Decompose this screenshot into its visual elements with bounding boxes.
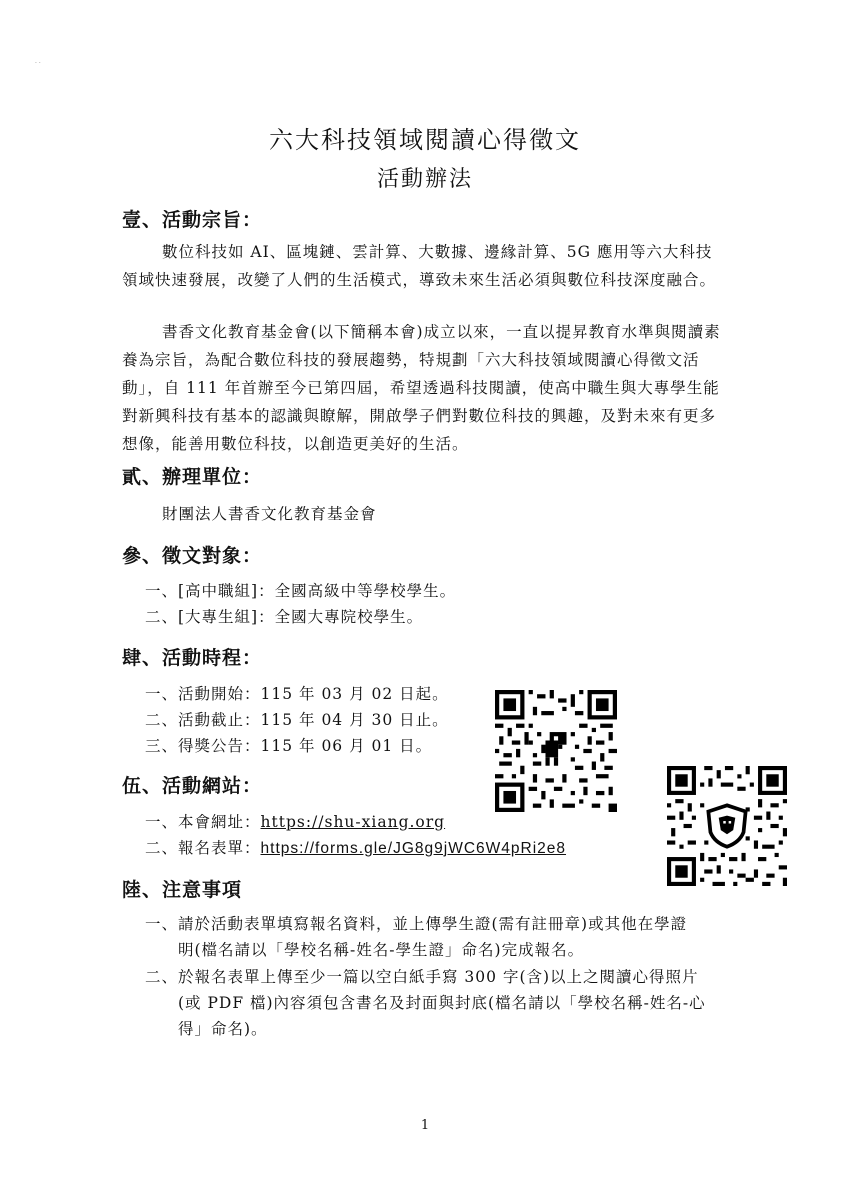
notice-2-line-1: 二、於報名表單上傳至少一篇以空白紙手寫 300 字(含)以上之閱讀心得照片 xyxy=(145,968,699,986)
scan-speck: · · xyxy=(35,60,41,67)
qr-code-website-graphic xyxy=(495,690,617,812)
organizer-name: 財團法人書香文化教育基金會 xyxy=(162,505,377,523)
website-label: 一、本會網址： xyxy=(145,813,261,831)
schedule-start: 一、活動開始：115 年 03 月 02 日起。 xyxy=(145,685,449,703)
section-4-heading: 肆、活動時程： xyxy=(122,647,263,669)
section-3-heading: 參、徵文對象： xyxy=(122,545,263,567)
document-title: 六大科技領域閱讀心得徵文 xyxy=(269,126,581,154)
page-number: 1 xyxy=(420,1118,430,1133)
qr-code-website[interactable] xyxy=(495,690,617,812)
target-item-high-school: 一、[高中職組]：全國高級中等學校學生。 xyxy=(145,582,457,600)
section-6-heading: 陸、注意事項 xyxy=(122,879,243,901)
notice-2-line-3: 得」命名)。 xyxy=(178,1020,268,1038)
form-link[interactable]: https://forms.gle/JG8g9jWC6W4pRi2e8 xyxy=(260,840,567,857)
lion-shield-icon xyxy=(708,805,745,846)
qr-code-form-graphic xyxy=(667,766,787,886)
dinosaur-icon xyxy=(541,732,566,766)
form-line xyxy=(145,836,566,858)
document-subtitle: 活動辦法 xyxy=(376,167,473,192)
target-item-college: 二、[大專生組]：全國大專院校學生。 xyxy=(145,608,424,626)
qr-code-form[interactable] xyxy=(667,766,787,886)
section-1-heading: 壹、活動宗旨： xyxy=(122,209,263,231)
schedule-announce: 三、得獎公告：115 年 06 月 01 日。 xyxy=(145,737,433,755)
notice-2-line-2: (或 PDF 檔)內容須包含書名及封面與封底(檔名請以「學校名稱-姓名-心 xyxy=(178,994,706,1012)
website-line xyxy=(145,810,445,832)
schedule-end: 二、活動截止：115 年 04 月 30 日止。 xyxy=(145,711,449,729)
section-5-heading: 伍、活動網站： xyxy=(122,775,263,797)
notice-1-line-2: 明(檔名請以「學校名稱-姓名-學生證」命名)完成報名。 xyxy=(178,941,585,959)
section-1-paragraph-2: 書香文化教育基金會(以下簡稱本會)成立以來，一直以提昇教育水準與閱讀素養為宗旨，為配合數位科技的發展趨勢，特規劃「六大科技領域閱讀心得徵文活動」，自 111 年首辦至今已第四屆，希望透過科技閱讀，使高中職生與大專學生能對新興科技有基本的認識與瞭解，開啟學子們對數位科技的興趣，及對未來有更多想像，能善用數位科技，以創造更美好的生活。 xyxy=(122,323,721,453)
website-link[interactable]: https://shu-xiang.org xyxy=(260,813,446,831)
section-2-heading: 貳、辦理單位： xyxy=(122,466,263,488)
section-1-paragraph-1: 數位科技如 AI、區塊鏈、雲計算、大數據、邊緣計算、5G 應用等六大科技領域快速發展，改變了人們的生活模式，導致未來生活必須與數位科技深度融合。 xyxy=(122,243,717,289)
notice-1-line-1: 一、請於活動表單填寫報名資料，並上傳學生證(需有註冊章)或其他在學證 xyxy=(145,915,688,933)
form-label: 二、報名表單： xyxy=(145,839,261,857)
